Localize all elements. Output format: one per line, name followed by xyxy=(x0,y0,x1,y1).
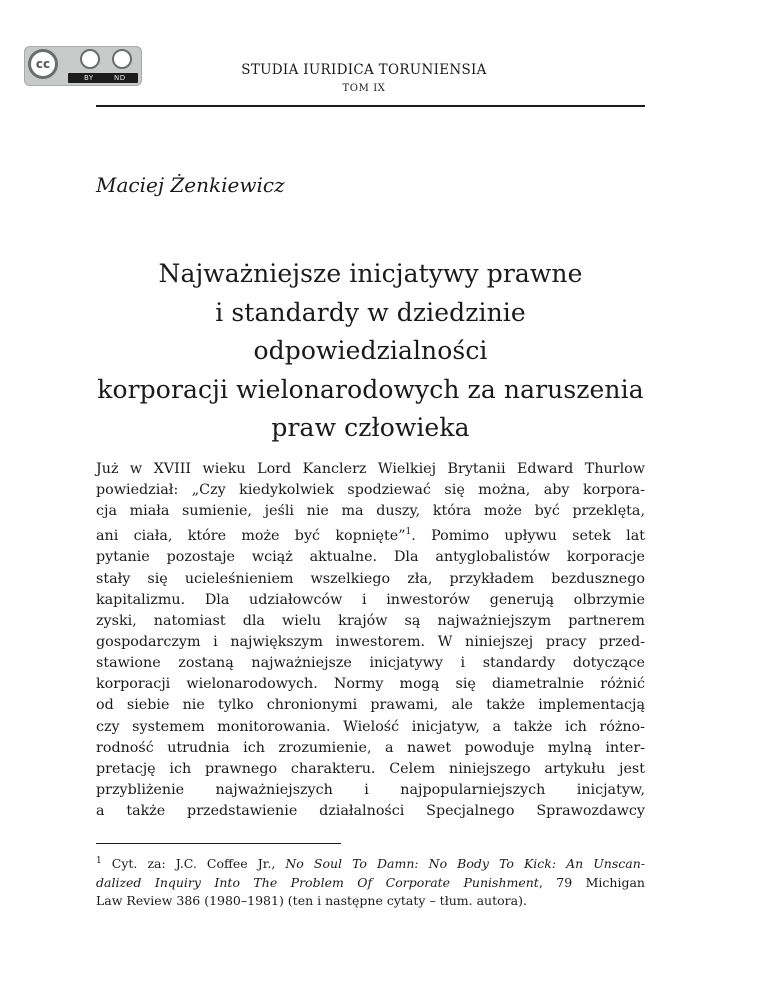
body-line: Już w XVIII wieku Lord Kanclerz Wielkiej Brytanii Edward Thurlow xyxy=(96,461,645,477)
body-line-part: ani ciała, które może być kopnięte” xyxy=(96,528,406,545)
attribution-icon xyxy=(80,49,100,69)
footnote-text: Cyt. za: J.C. Coffee Jr., xyxy=(101,856,286,872)
body-line: gospodarczym i największym inwestorem. W niniejszej pracy przed- xyxy=(96,634,645,651)
journal-title: STUDIA IURIDICA TORUNIENSIA xyxy=(241,62,487,78)
title-line: i standardy w dziedzinie odpowiedzialności xyxy=(215,297,526,365)
footnote-text: , 79 Michigan xyxy=(538,874,645,890)
body-line: stały się ucieleśnieniem wszelkiego zła, przykładem bezdusznego xyxy=(96,570,645,587)
volume-number: TOM IX xyxy=(342,83,386,94)
body-line: zyski, natomiast dla wielu krajów są najważniejszym partnerem xyxy=(96,612,645,629)
body-paragraph xyxy=(96,459,645,822)
by-label: BY xyxy=(84,74,94,82)
body-line: rodność utrudnia ich zrozumienie, a nawet powoduje mylną inter- xyxy=(96,739,645,756)
header-rule xyxy=(96,105,645,107)
body-line: od siebie nie tylko chronionymi prawami, ale także implementacją xyxy=(96,697,645,714)
footnote xyxy=(96,852,645,911)
body-line: stawione zostaną najważniejsze inicjatywy i standardy dotyczące xyxy=(96,655,645,672)
cc-icon: cc xyxy=(28,49,58,79)
body-line: przybliżenie najważniejszych i najpopularniejszych inicjatyw, xyxy=(96,782,645,799)
body-line xyxy=(96,522,645,547)
footnote-line xyxy=(96,874,645,893)
footnote-rule xyxy=(96,843,341,844)
no-derivatives-icon xyxy=(112,49,132,69)
body-line: czy systemem monitorowania. Wielość inicjatyw, a także ich różno- xyxy=(96,718,645,735)
footnote-marker: 1 xyxy=(96,856,102,866)
title-line: praw człowieka xyxy=(271,413,470,442)
body-line: a także przedstawienie działalności Specjalnego Sprawozdawcy xyxy=(96,803,645,820)
footnote-cited-title: No Soul To Damn: No Body To Kick: An Unscan- xyxy=(285,856,645,872)
body-line: kapitalizmu. Dla udziałowców i inwestorów generują olbrzymie xyxy=(96,591,645,608)
body-line: powiedział: „Czy kiedykolwiek spodziewać się można, aby korpora- xyxy=(96,482,645,499)
title-line: Najważniejsze inicjatywy prawne xyxy=(158,259,583,288)
title-line: korporacji wielonarodowych za naruszenia xyxy=(97,374,644,404)
footnote-line xyxy=(96,852,645,874)
article-title xyxy=(96,255,645,448)
footnote-line: Law Review 386 (1980–1981) (ten i następne cytaty – tłum. autora). xyxy=(96,893,527,909)
nd-label: ND xyxy=(114,74,126,82)
body-line: cja miała sumienie, jeśli nie ma duszy, która może być przeklęta, xyxy=(96,503,645,520)
body-line-part: . Pomimo upływu setek lat xyxy=(411,528,645,545)
cc-license-badge xyxy=(24,46,142,86)
footnote-cited-title: dalized Inquiry Into The Problem Of Corporate Punishment xyxy=(96,874,539,890)
author-name: Maciej Żenkiewicz xyxy=(96,173,285,197)
body-line: pytanie pozostaje wciąż aktualne. Dla antyglobalistów korporacje xyxy=(96,549,645,566)
body-line: korporacji wielonarodowych. Normy mogą się diametralnie różnić xyxy=(96,676,645,693)
footnote-ref[interactable]: 1 xyxy=(405,527,412,538)
body-line: pretację ich prawnego charakteru. Celem niniejszego artykułu jest xyxy=(96,760,645,777)
license-label-strip xyxy=(68,73,138,83)
